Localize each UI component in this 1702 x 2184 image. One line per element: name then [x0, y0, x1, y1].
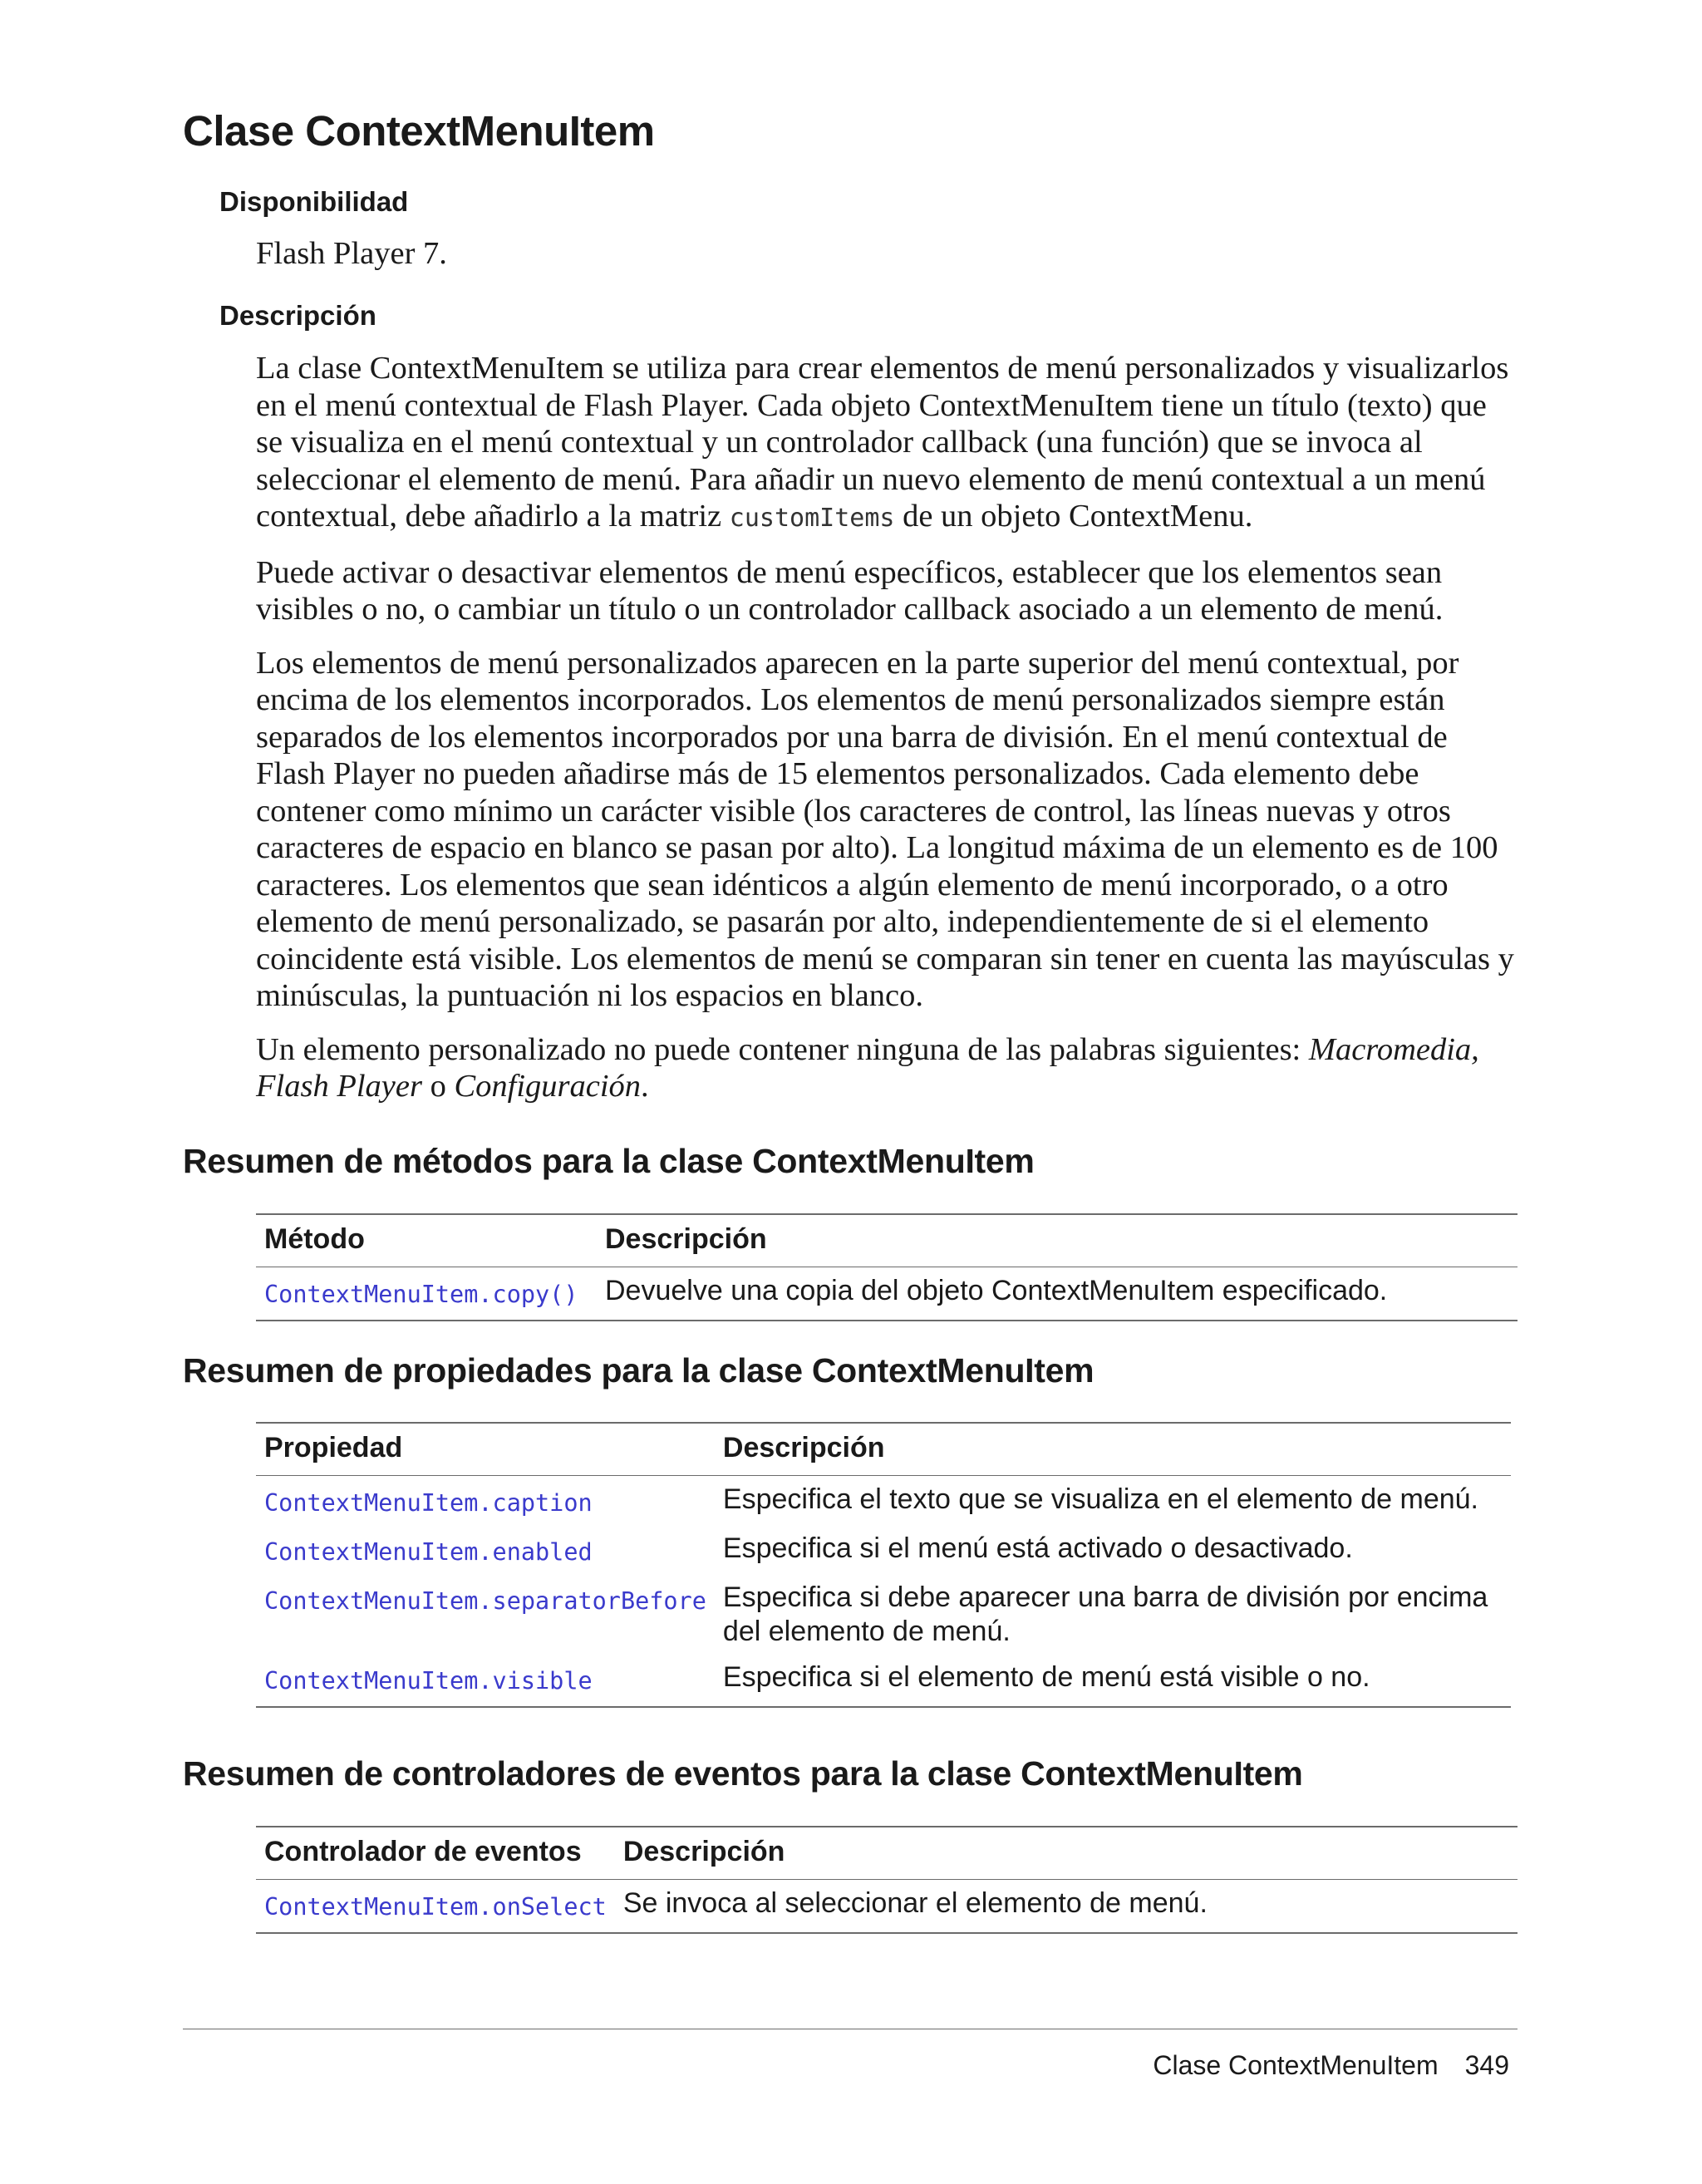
properties-heading: Resumen de propiedades para la clase ContextMenuItem [183, 1351, 1094, 1390]
table-row [256, 1654, 1511, 1707]
description-p4-conj: o [430, 1069, 446, 1104]
reserved-words-1: Macromedia, Flash Player [256, 1031, 1479, 1104]
methods-heading: Resumen de métodos para la clase ContextMenuItem [183, 1142, 1035, 1180]
properties-col-description: Descripción [715, 1423, 1511, 1476]
property-desc: Especifica si debe aparecer una barra de división por encima del elemento de menú. [722, 1581, 1488, 1647]
description-paragraph-3: Los elementos de menú personalizados aparecen en la parte superior del menú contextual, por encima de los elementos incorporados. Los elementos de menú personalizados siempre están separados de los elementos incorporados por una barra de división. En el menú contextual de Flash Player no pueden añadirse más de 15 elementos personalizados. Cada elemento debe contener como mínimo un carácter visible (los caracteres de control, las líneas nuevas y otros caracteres de espacio en blanco se pasan por alto). La longitud máxima de un elemento es de 100 caracteres. Los elementos que sean idénticos a algún elemento de menú incorporado, o a otro elemento de menú personalizado, se pasarán por alto, independientemente de si el elemento coincidente está visible. Los elementos de menú se comparan sin tener en cuenta las mayúsculas y minúsculas, la puntuación ni los espacios en blanco. [256, 645, 1514, 1013]
events-col-handler: Controlador de eventos [256, 1827, 615, 1880]
table-row [256, 1574, 1511, 1654]
methods-col-description: Descripción [597, 1214, 1518, 1267]
properties-table [256, 1422, 1511, 1708]
footer-section-title: Clase ContextMenuItem [1153, 2050, 1439, 2080]
properties-header-row [256, 1423, 1511, 1476]
property-link-caption[interactable]: ContextMenuItem.caption [264, 1489, 593, 1517]
property-desc: Especifica el texto que se visualiza en el elemento de menú. [722, 1483, 1479, 1515]
custom-items-code: customItems [729, 504, 895, 533]
property-link-visible[interactable]: ContextMenuItem.visible [256, 1654, 715, 1707]
events-col-description: Descripción [615, 1827, 1518, 1880]
events-heading: Resumen de controladores de eventos para la clase ContextMenuItem [183, 1754, 1303, 1793]
reserved-words-2: Configuración [454, 1069, 642, 1104]
method-link-copy[interactable]: ContextMenuItem.copy() [256, 1267, 597, 1321]
event-desc: Se invoca al seleccionar el elemento de menú. [615, 1880, 1518, 1934]
table-row [256, 1476, 1511, 1526]
events-header-row [256, 1827, 1518, 1880]
availability-value: Flash Player 7. [256, 236, 447, 271]
events-table [256, 1826, 1518, 1934]
properties-col-property: Propiedad [256, 1423, 715, 1476]
table-row [256, 1267, 1518, 1321]
property-link-separator-before[interactable]: ContextMenuItem.separatorBefore [264, 1587, 706, 1615]
description-paragraph-4 [256, 1031, 1519, 1105]
description-p4-text: Un elemento personalizado no puede contener ninguna de las palabras siguientes: [256, 1031, 1301, 1067]
page-number: 349 [1464, 2050, 1509, 2080]
methods-col-method: Método [256, 1214, 597, 1267]
methods-header-row [256, 1214, 1518, 1267]
availability-text [256, 235, 1519, 289]
property-link-enabled[interactable]: ContextMenuItem.enabled [264, 1538, 593, 1566]
table-row [256, 1880, 1518, 1934]
methods-table [256, 1213, 1518, 1321]
method-desc: Devuelve una copia del objeto ContextMenuItem especificado. [597, 1267, 1518, 1321]
description-p4-end: . [641, 1069, 649, 1104]
description-body [256, 350, 1519, 1122]
availability-heading: Disponibilidad [219, 186, 409, 217]
description-paragraph-1 [256, 350, 1519, 538]
page-footer [1153, 2050, 1509, 2081]
description-heading: Descripción [219, 300, 376, 331]
description-paragraph-2: Puede activar o desactivar elementos de menú específicos, establecer que los elementos sean visibles o no, o cambiar un título o un controlador callback asociado a un elemento de menú. [256, 554, 1444, 627]
page-title: Clase ContextMenuItem [183, 107, 655, 155]
property-desc: Especifica si el elemento de menú está visible o no. [715, 1654, 1511, 1707]
description-p1-tail: de un objeto ContextMenu. [903, 499, 1253, 534]
table-row [256, 1525, 1511, 1574]
description-p1-text: La clase ContextMenuItem se utiliza para crear elementos de menú personalizados y visualizarlos en el menú contextual de Flash Player. Cada objeto ContextMenuItem tiene un título (texto) que se visualiza en el menú contextual y un controlador callback (una función) que se invoca al seleccionar el elemento de menú. Para añadir un nuevo elemento de menú contextual a un menú contextual, debe añadirlo a la matriz [256, 351, 1509, 534]
event-link-on-select[interactable]: ContextMenuItem.onSelect [256, 1880, 615, 1934]
property-desc: Especifica si el menú está activado o desactivado. [722, 1532, 1353, 1564]
